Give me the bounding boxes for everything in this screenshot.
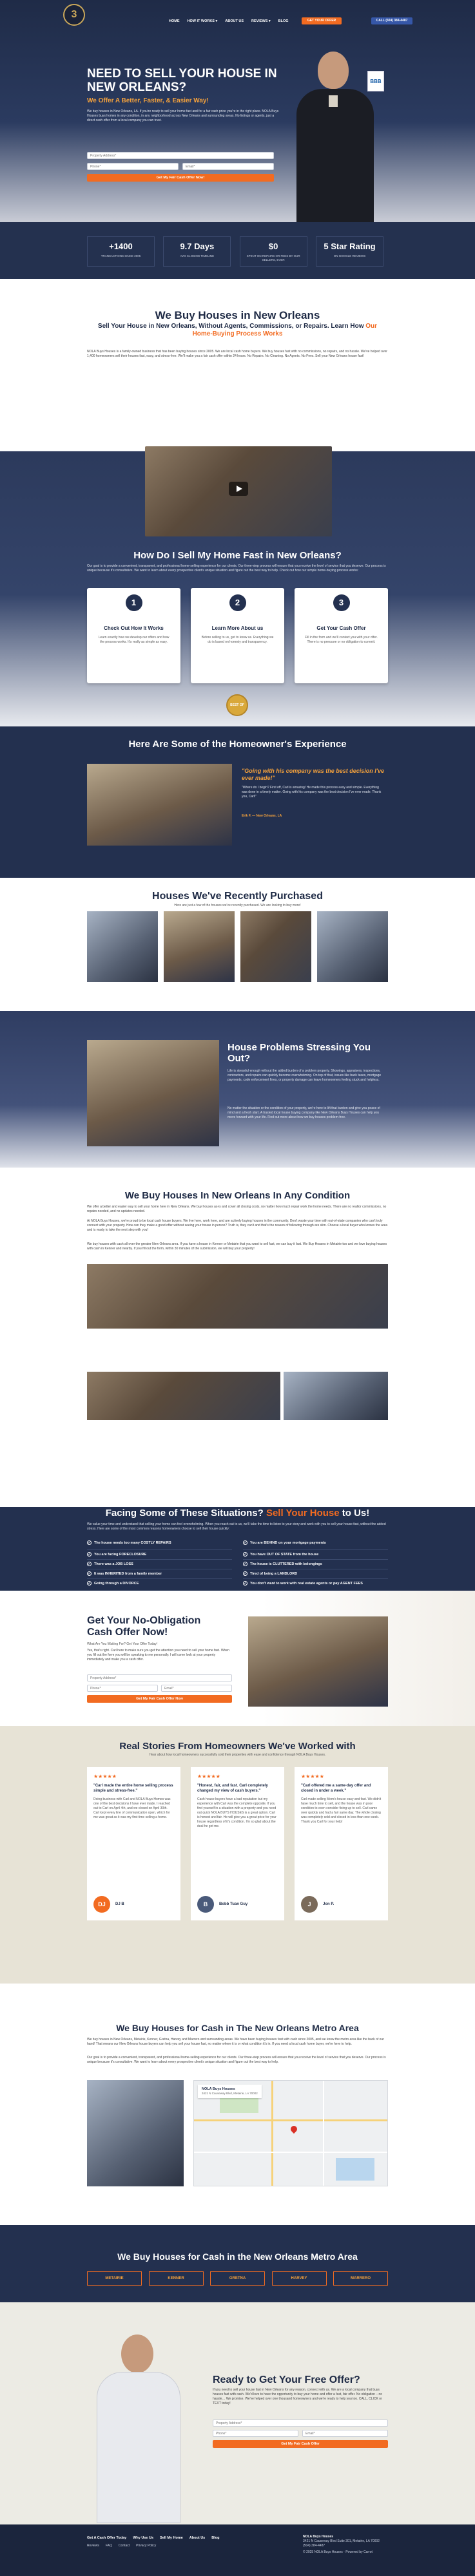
footer-company: NOLA Buys Houses 3421 N Causeway Blvd Suite 301, Metairie, LA 70002 (504) 384-4487 © 2025 NOLA Buys Houses · Powered by Carrot <box>303 2535 380 2555</box>
condition-title: We Buy Houses In New Orleans In Any Condition <box>124 1190 351 1201</box>
situation-item: ✓ It was INHERITED from a family member <box>87 1569 232 1579</box>
situation-item: ✓ The house is CLUTTERED with belongings <box>243 1560 388 1569</box>
how-section <box>0 433 475 726</box>
city-button[interactable]: KENNER <box>149 2271 204 2286</box>
final-submit-button[interactable]: Get My Fair Cash Offer <box>213 2440 388 2448</box>
hero-address-input[interactable] <box>87 152 274 159</box>
metro-body: We buy houses in New Orleans, Metairie, Kenner, Gretna, Harvey and Marrero and surrounding areas. We have been buying houses fast with cash since 2005, and we know the metro area like the back of our hand! That means our New Orleans house buyers can help you sell your house fast, no matter where it is or what condition it's in. If you need a local cash home buyer, we're here to help. <box>87 2038 384 2046</box>
footer <box>0 2524 475 2576</box>
testimonial-section <box>0 726 475 878</box>
nav-reviews[interactable]: REVIEWS ▾ <box>251 19 271 23</box>
stat-item: $0 SPENT ON REPAIRS OR FEES BY OUR SELLERS, EVER <box>240 236 307 267</box>
situations-body: We value your time and understand that selling your home can feel overwhelming. When you reach out to us, we'll take the time to listen to your story and work with you to sell your house fast, without the added stress. Here are some of the most common reasons homeowners choose to sell their house quickly: <box>87 1522 386 1531</box>
situations-left <box>87 1540 232 1589</box>
hero-person-photo <box>293 45 377 222</box>
review-card: ★★★★★ "Honest, fair, and fast. Carl completely changed my view of cash buyers." Cash house buyers have a bad reputation but my experience with Carl was the complete opposite. If you find yourself in a situation with a property and you need out quick NOLA BUYS HOUSES is a great option. Carl is honest and fair. He will give you a great price for your house regardless of it's condition. I'm so glad about the deal he got me. B Bobb Tuan Guy <box>191 1767 284 1920</box>
offer-submit-button[interactable]: Get My Fair Cash Offer Now <box>87 1695 232 1703</box>
how-title: How Do I Sell My Home Fast in New Orleans? <box>133 550 342 561</box>
offer-phone-input[interactable] <box>87 1685 158 1692</box>
main-nav <box>169 19 289 24</box>
offer-sub: What Are You Waiting For? Get Your Offer Today! <box>87 1642 158 1646</box>
hero-title: NEED TO SELL YOUR HOUSE IN NEW ORLEANS? <box>87 67 277 94</box>
final-title: Ready to Get Your Free Offer? <box>213 2374 360 2385</box>
offer-photo <box>248 1616 388 1707</box>
intro-title: We Buy Houses in New Orleans <box>155 309 320 321</box>
footer-nav <box>87 2536 219 2541</box>
footer-link[interactable]: FAQ <box>105 2544 112 2548</box>
map-pin-icon[interactable] <box>289 2125 298 2134</box>
metro-title: We Buy Houses for Cash in The New Orleans Metro Area <box>116 2023 359 2033</box>
condition-photo-area <box>0 1372 475 1507</box>
testimonial-quote: "Going with his company was the best decision I've ever made!" <box>242 768 384 781</box>
problems-body: No matter the situation or the condition of your property, we're here to lift that burden and give you peace of mind and a fresh start. A trusted local house buying company like New Orleans Buys Houses can help you move forward with your life. Find out more about how we buy houses problem-free. <box>228 1106 380 1119</box>
hero-body: We buy houses in New Orleans, LA. If you're ready to sell your home fast and for a fair cash price you're in the right place. NOLA Buys Houses buys homes in any condition, in any neighborhood across New Orleans and surrounding areas. No listings or agents, just a direct cash offer from a local company you can trust. <box>87 109 279 122</box>
situations-right <box>243 1540 388 1589</box>
intro-video[interactable] <box>145 446 332 536</box>
recent-house-photo <box>240 911 311 982</box>
map-info-card: NOLA Buys Houses 3421 N Causeway Blvd, Metairie, LA 70002 <box>198 2085 262 2098</box>
condition-photo <box>87 1264 388 1329</box>
footer-link[interactable]: Get A Cash Offer Today <box>87 2536 127 2540</box>
condition-photo <box>284 1372 388 1420</box>
hero-section <box>0 0 475 222</box>
situations-title: Facing Some of These Situations? Sell Your House to Us! <box>105 1508 370 1519</box>
footer-links <box>87 2544 156 2548</box>
footer-link[interactable]: Privacy Policy <box>136 2544 157 2548</box>
step-card[interactable]: 1 Check Out How It Works Learn exactly how we develop our offers and how the process works. It's really as simple as easy. <box>87 588 180 683</box>
avatar: J <box>301 1896 318 1913</box>
offer-body: Yes, that's right. Carl here to make sure you get the attention you need to sell your home fast. When you fill out the form you will be speaking to me personally. I will come look at your property immediately and make you a cash offer. <box>87 1649 229 1662</box>
avatar: B <box>197 1896 214 1913</box>
intro-body: NOLA Buys Houses is a family-owned business that has been buying houses since 2005. We are local cash home buyers. We buy houses fast with no commissions, no repairs, and no hassle. We've helped over 1,400 homeowners sell their houses fast, easy, and stress-free. We'll make you a fair cash offer within 24 hours. No Repairs. No Cleaning. No Agents. No Fees. Sell your New Orleans house fast! <box>87 350 387 358</box>
city-button[interactable]: METAIRIE <box>87 2271 142 2286</box>
offer-address-input[interactable] <box>87 1674 232 1681</box>
condition-body: We buy houses with cash all over the greater New Orleans area. If you have a house in Kenner or Metairie that you want to sell fast, we can buy it fast. We Buy Houses in Metairie too and we love buying houses with cash in Kenner and nearby. If you fill out the form, within 30 minutes of the submission, we will buy your property! <box>87 1242 387 1251</box>
step-card[interactable]: 2 Learn More About us Before selling to us, get to know us. Everything we do is based on honesty and transparency. <box>191 588 284 683</box>
nav-blog[interactable]: BLOG <box>278 19 289 23</box>
stories-section <box>0 1726 475 1984</box>
final-person-photo <box>90 2328 187 2521</box>
footer-link[interactable]: Reviews <box>87 2544 99 2548</box>
condition-body: We offer a better and easier way to sell your home here in New Orleans. We buy houses as-is and cover all closing costs, no matter how much repair work the home needs. There are no realtor commissions, no repairs needed, and no updates needed. <box>87 1205 387 1213</box>
condition-photo <box>87 1372 280 1420</box>
offer-email-input[interactable] <box>161 1685 232 1692</box>
stat-item: 5 Star Rating ON GOOGLE REVIEWS <box>316 236 383 267</box>
stat-item: +1400 TRANSACTIONS SINCE 2005 <box>87 236 155 267</box>
hero-email-input[interactable] <box>182 163 274 170</box>
footer-link[interactable]: About Us <box>189 2536 206 2540</box>
city-button[interactable]: MARRERO <box>333 2271 388 2286</box>
nav-about[interactable]: ABOUT US <box>225 19 244 23</box>
situation-item: ✓ The house needs too many COSTLY REPAIRS <box>87 1540 232 1550</box>
stories-title: Real Stories From Homeowners We've Worked with <box>119 1741 356 1752</box>
review-card: ★★★★★ "Carl made the entire home selling process simple and stress-free." Doing business with Carl and NOLA Buys Homes was one of the best decisions I have ever made. I reached out to Carl on April 4th, and we closed on April 30th. Carl kept every line of communication open, which for me was great as it was my first time selling a home. DJ DJ B <box>87 1767 180 1920</box>
situation-item: ✓ You are BEHIND on your mortgage payments <box>243 1540 388 1550</box>
condition-body: At NOLA Buys Houses, we're proud to be local cash house buyers. We live here, work here, and are actively buying houses in the community. Don't waste your time with out-of-state companies who can't truly connect with your property. How can they make a good offer without seeing your house in person? Truth is, they can't and that's the reason of following through are slim. Choose a local buyer who knows the area and is ready to take the next step with you! <box>87 1219 388 1232</box>
metro-body: Our goal is to provide a convenient, transparent, and professional home-selling experience for our clients. Our three-step process will ensure that you receive the level of service that you deserve. Our process is unique because it's consultative. We want to learn about every prospective client's unique situation and figure out the best way to help. <box>87 2056 386 2064</box>
final-body: If you need to sell your house fast in New Orleans for any reason, connect with us. We are a local company that buys houses fast with cash. We'd love to have the opportunity to buy your home and offer a fast, fair offer. No obligation – no hassle… We promise. We've helped over one thousand homeowners and we're ready to help you too. CALL, CLICK or TEXT today! <box>213 2388 383 2405</box>
recent-house-photo <box>164 911 235 982</box>
hero-submit-button[interactable]: Get My Fair Cash Offer Now! <box>87 174 274 182</box>
recent-section <box>0 878 475 1011</box>
nav-phone-button[interactable]: CALL (504) 384-4487 <box>371 17 412 24</box>
final-cta-section <box>0 2302 475 2524</box>
intro-subtitle: Sell Your House in New Orleans, Without Agents, Commissions, or Repairs. Learn How Our Home-Buying Process Works <box>97 323 378 337</box>
bbb-badge: BBB <box>367 71 384 91</box>
situation-item: ✓ Tired of being a LANDLORD <box>243 1569 388 1579</box>
stat-item: 9.7 Days AVG CLOSING TIMELINE <box>163 236 231 267</box>
footer-link[interactable]: Blog <box>211 2536 220 2540</box>
testimonial-body: "Where do I begin? First off, Carl is amazing! He made this process easy and simple. Everything was done in a timely matter. Going with his company was the best decision I've ever made. Thank you, Carl!" <box>242 786 382 799</box>
review-card: ★★★★★ "Carl offered me a same-day offer and closed in under a week." Carl made selling Mom's house easy and fast. We didn't have much time to sell, and the house was in poor condition to even consider fixing up to sell. Carl came over quickly and had a fair same day. The whole closing was completely sold and closed in less than one week. Thank you Carl for your help! J Jon P. <box>295 1767 388 1920</box>
award-badge: BEST OF <box>226 694 248 716</box>
testimonial-author: Erik F. — New Orleans, LA <box>242 814 282 818</box>
footer-link[interactable]: Sell My Home <box>160 2536 183 2540</box>
step-card[interactable]: 3 Get Your Cash Offer Fill in the form and we'll contact you with your offer. There is no pressure or no obligation to commit. <box>295 588 388 683</box>
steps <box>87 588 388 683</box>
problems-body: Life is stressful enough without the added burden of a problem property. Showings, appraisers, inspections, contractors, and repairs can quickly become overwhelming. On top of that, issues like back taxes, mortgage payments, code enforcement fines, or property damage can leave homeowners feeling stuck and helpless. <box>228 1069 382 1082</box>
office-photo <box>87 2080 184 2186</box>
testimonial-title: Here Are Some of the Homeowner's Experience <box>128 739 347 750</box>
recent-title: Houses We've Recently Purchased <box>152 891 323 902</box>
final-address-input[interactable] <box>213 2420 388 2427</box>
city-button[interactable]: GRETNA <box>210 2271 265 2286</box>
recent-house-photo <box>317 911 388 982</box>
recent-house-photo <box>87 911 158 982</box>
nav-how-it-works[interactable]: HOW IT WORKS ▾ <box>187 19 218 23</box>
situation-item: ✓ Going through a DIVORCE <box>88 1581 139 1586</box>
nav-offer-button[interactable]: GET YOUR OFFER <box>302 17 342 24</box>
problems-photo <box>87 1040 219 1146</box>
footer-link[interactable]: Contact <box>118 2544 130 2548</box>
logo[interactable]: 3 <box>63 4 85 26</box>
location-map[interactable] <box>193 2080 388 2186</box>
avatar: DJ <box>93 1896 110 1913</box>
metro-section <box>0 1984 475 2225</box>
stats-bar <box>0 222 475 279</box>
problems-section <box>0 1011 475 1168</box>
stories-sub: Hear about how local homeowners successfully sold their properties with ease and confidence through NOLA Buys Houses. <box>149 1753 326 1757</box>
situation-item: ✓ You are facing FORECLOSURE <box>87 1550 232 1560</box>
hero-phone-input[interactable] <box>87 163 179 170</box>
areas-title: We Buy Houses for Cash in the New Orleans Metro Area <box>117 2251 358 2262</box>
final-email-input[interactable] <box>302 2430 388 2437</box>
play-icon[interactable] <box>229 482 248 496</box>
problems-title: House Problems Stressing You Out? <box>228 1042 371 1064</box>
situation-item: ✓ You don't want to work with real estate agents or pay AGENT FEES <box>244 1581 363 1586</box>
offer-title: Get Your No-Obligation Cash Offer Now! <box>87 1615 201 1638</box>
situation-item: ✓ You have OUT OF STATE from the house <box>243 1550 388 1560</box>
how-body: Our goal is to provide a convenient, transparent, and professional home-selling experience for our clients. Our three-step process will ensure that you receive the level of service that you deserve. Our process is unique because it's consultative. We want to learn about every prospective client's unique situation and figure out the best way to help. Check out how our simple home-buying process works: <box>87 564 386 573</box>
testimonial-photo <box>87 764 232 846</box>
offer-section <box>0 1591 475 1726</box>
situation-item: ✓ There was a JOB LOSS <box>87 1560 232 1569</box>
nav-home[interactable]: HOME <box>169 19 180 23</box>
areas-section <box>0 2225 475 2302</box>
intro-section <box>0 279 475 433</box>
city-button[interactable]: HARVEY <box>272 2271 327 2286</box>
recent-sub: Here are just a few of the houses we've recently purchased. We are looking to buy more! <box>174 904 301 907</box>
final-phone-input[interactable] <box>213 2430 298 2437</box>
footer-link[interactable]: Why Use Us <box>133 2536 154 2540</box>
hero-subtitle: We Offer A Better, Faster, & Easier Way! <box>87 97 209 104</box>
